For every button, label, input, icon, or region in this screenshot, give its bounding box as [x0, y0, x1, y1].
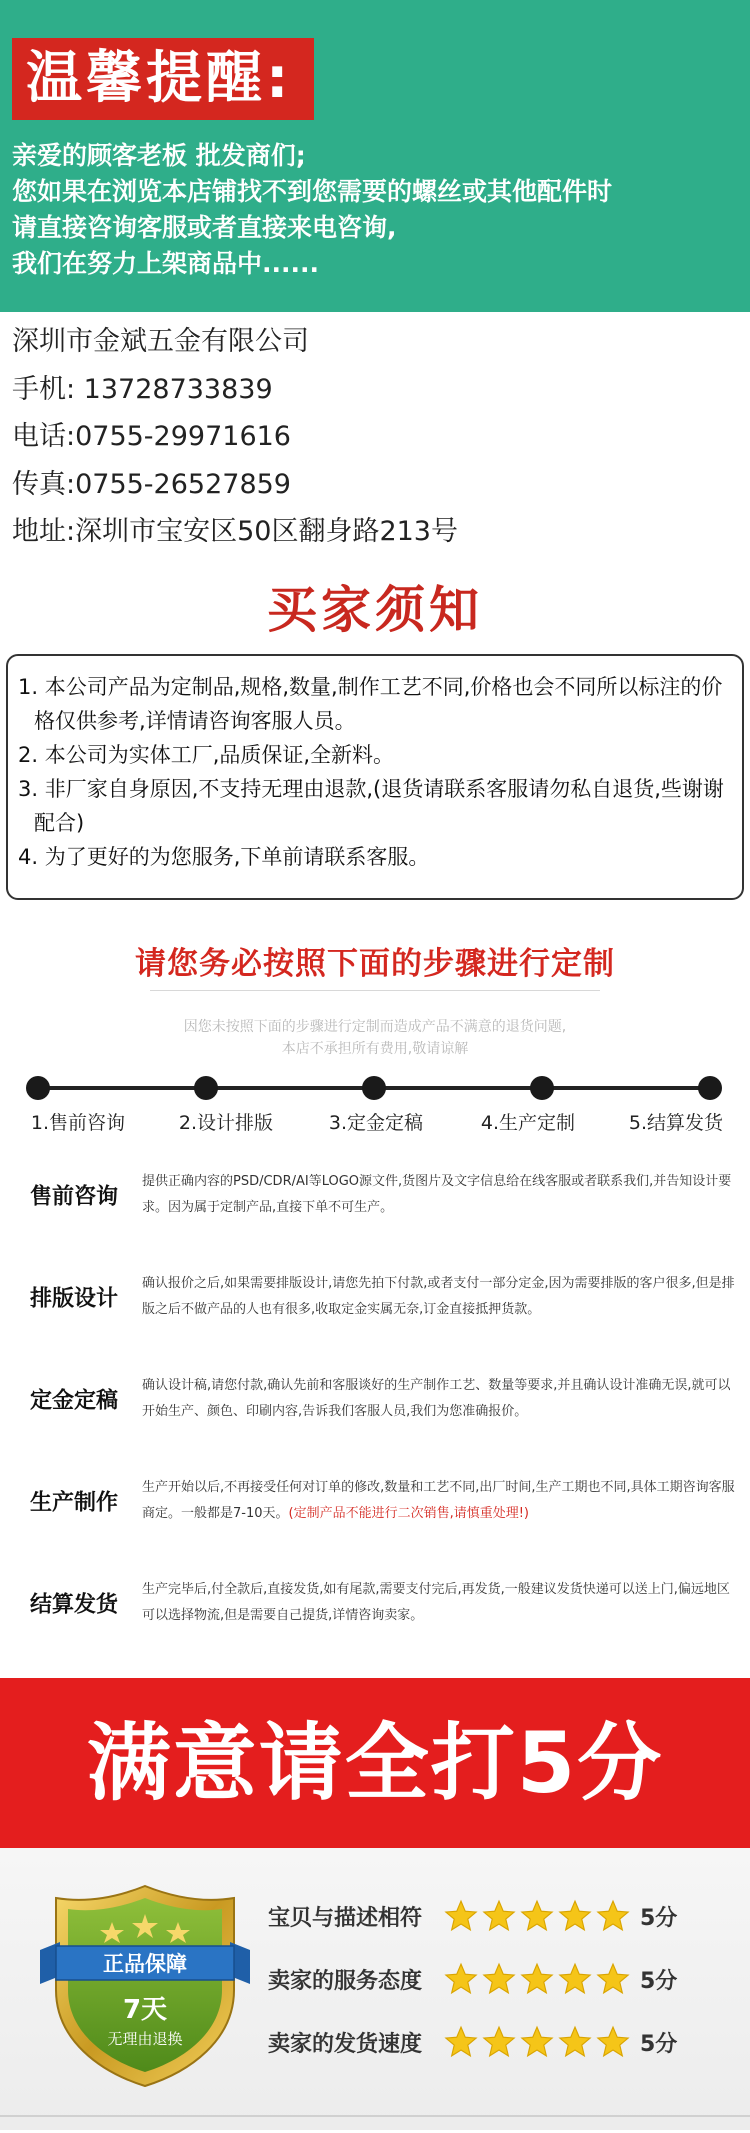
- notice-item: 3. 非厂家自身原因,不支持无理由退款,(退货请联系客服请勿私自退货,些谢谢配合): [18, 777, 724, 835]
- step-warning: (定制产品不能进行二次销售,请慎重处理!): [288, 1506, 530, 1521]
- star-icon: [520, 1899, 554, 1933]
- timeline-dot: [362, 1076, 386, 1100]
- company-mobile: 手机: 13728733839: [12, 373, 273, 405]
- rating-row-description: [268, 1897, 728, 1937]
- reminder-line: 请直接咨询客服或者直接来电咨询,: [12, 213, 397, 242]
- reminder-title: 温馨提醒:: [12, 38, 314, 120]
- timeline-dot: [698, 1076, 722, 1100]
- star-icon: [444, 2025, 478, 2059]
- reminder-line: 您如果在浏览本店铺找不到您需要的螺丝或其他配件时: [12, 177, 613, 206]
- steps-subtitle-line: 本店不承担所有费用,敬请谅解: [281, 1041, 469, 1057]
- company-address: 地址:深圳市宝安区50区翻身路213号: [12, 516, 458, 547]
- reminder-line: 亲爱的顾客老板 批发商们;: [12, 141, 306, 170]
- divider: [150, 990, 600, 991]
- rating-label: 卖家的发货速度: [268, 2032, 423, 2057]
- timeline-label: 2.设计排版: [178, 1112, 274, 1134]
- star-icon: [482, 1962, 516, 1996]
- company-phone: 电话:0755-29971616: [12, 421, 291, 452]
- step-heading: 排版设计: [30, 1286, 119, 1312]
- notice-item: 1. 本公司产品为定制品,规格,数量,制作工艺不同,价格也会不同所以标注的价格仅供参考,详情请咨询客服人员。: [18, 675, 723, 733]
- rating-stars: [444, 1960, 634, 2000]
- step-detail-design: [30, 1262, 735, 1332]
- rating-stars: [444, 1897, 634, 1937]
- rating-stars: [444, 2023, 634, 2063]
- badge-days: 7天: [122, 1995, 168, 2025]
- star-icon: [558, 1962, 592, 1996]
- star-icon: [482, 1899, 516, 1933]
- rating-label: 宝贝与描述相符: [268, 1906, 423, 1931]
- rating-score: 5分: [640, 1969, 678, 1994]
- star-icon: [596, 2025, 630, 2059]
- badge-title: 正品保障: [103, 1952, 187, 1976]
- timeline-label: 3.定金定稿: [328, 1112, 424, 1134]
- steps-title: 请您务必按照下面的步骤进行定制: [135, 946, 615, 982]
- rating-row-shipping: [268, 2023, 728, 2063]
- step-detail-presale: [30, 1160, 730, 1230]
- star-icon: [558, 2025, 592, 2059]
- step-heading: 定金定稿: [30, 1388, 119, 1414]
- star-icon: [482, 2025, 516, 2059]
- banner-text: 满意请全打5分: [86, 1714, 664, 1812]
- steps-subtitle-line: 因您未按照下面的步骤进行定制而造成产品不满意的退货问题,: [183, 1019, 567, 1035]
- step-detail-deposit: [30, 1364, 730, 1434]
- timeline-label: 4.生产定制: [480, 1112, 576, 1134]
- step-description: 生产完毕后,付全款后,直接发货,如有尾款,需要支付完后,再发货,一般建议发货快递可以送上门,偏远地区可以选择物流,但是需要自己提货,详情咨询卖家。: [142, 1582, 730, 1623]
- rating-score: 5分: [640, 1906, 678, 1931]
- notice-item: 4. 为了更好的为您服务,下单前请联系客服。: [18, 845, 430, 869]
- rating-label: 卖家的服务态度: [268, 1969, 423, 1994]
- rating-banner: [0, 1678, 750, 1848]
- step-description: 提供正确内容的PSD/CDR/AI等LOGO源文件,货图片及文字信息给在线客服或者联系我们,并告知设计要求。因为属于定制产品,直接下单不可生产。: [142, 1174, 732, 1215]
- company-info: [12, 318, 732, 556]
- notice-box: [6, 654, 744, 900]
- notice-item: 2. 本公司为实体工厂,品质保证,全新料。: [18, 743, 395, 767]
- timeline-label: 1.售前咨询: [30, 1112, 126, 1134]
- step-heading: 售前咨询: [30, 1184, 119, 1210]
- star-icon: [596, 1962, 630, 1996]
- genuine-guarantee-badge-icon: [40, 1880, 250, 2090]
- badge-subtitle: 无理由退换: [107, 2030, 183, 2048]
- company-name: 深圳市金斌五金有限公司: [12, 326, 309, 357]
- step-description: 生产开始以后,不再接受任何对订单的修改,数量和工艺不同,出厂时间,生产工期也不同,具体工期咨询客服商定。一般都是7-10天。(定制产品不能进行二次销售,请慎重处理!): [142, 1480, 735, 1521]
- timeline-dot: [194, 1076, 218, 1100]
- star-icon: [520, 2025, 554, 2059]
- star-icon: [596, 1899, 630, 1933]
- step-detail-shipping: [30, 1568, 730, 1638]
- reminder-line: 我们在努力上架商品中......: [12, 249, 319, 278]
- timeline-dot: [26, 1076, 50, 1100]
- company-fax: 传真:0755-26527859: [12, 468, 291, 500]
- star-icon: [558, 1899, 592, 1933]
- rating-row-service: [268, 1960, 728, 2000]
- star-icon: [520, 1962, 554, 1996]
- steps-subtitle: [0, 1016, 750, 1060]
- timeline-dot: [530, 1076, 554, 1100]
- rating-score: 5分: [640, 2032, 678, 2057]
- divider: [0, 2115, 750, 2117]
- notice-title: 买家须知: [267, 581, 483, 639]
- step-heading: 生产制作: [30, 1490, 119, 1516]
- step-description: 确认设计稿,请您付款,确认先前和客服谈好的生产制作工艺、数量等要求,并且确认设计准确无误,就可以开始生产、颜色、印刷内容,告诉我们客服人员,我们为您准确报价。: [142, 1378, 731, 1419]
- step-description: 确认报价之后,如果需要排版设计,请您先拍下付款,或者支付一部分定金,因为需要排版的客户很多,但是排版之后不做产品的人也有很多,收取定金实属无奈,订金直接抵押货款。: [142, 1276, 735, 1317]
- step-heading: 结算发货: [30, 1592, 119, 1618]
- star-icon: [444, 1899, 478, 1933]
- step-detail-production: [30, 1466, 735, 1536]
- reminder-text: [12, 138, 742, 282]
- star-icon: [444, 1962, 478, 1996]
- timeline-label: 5.结算发货: [628, 1112, 724, 1134]
- reminder-section: [0, 0, 750, 312]
